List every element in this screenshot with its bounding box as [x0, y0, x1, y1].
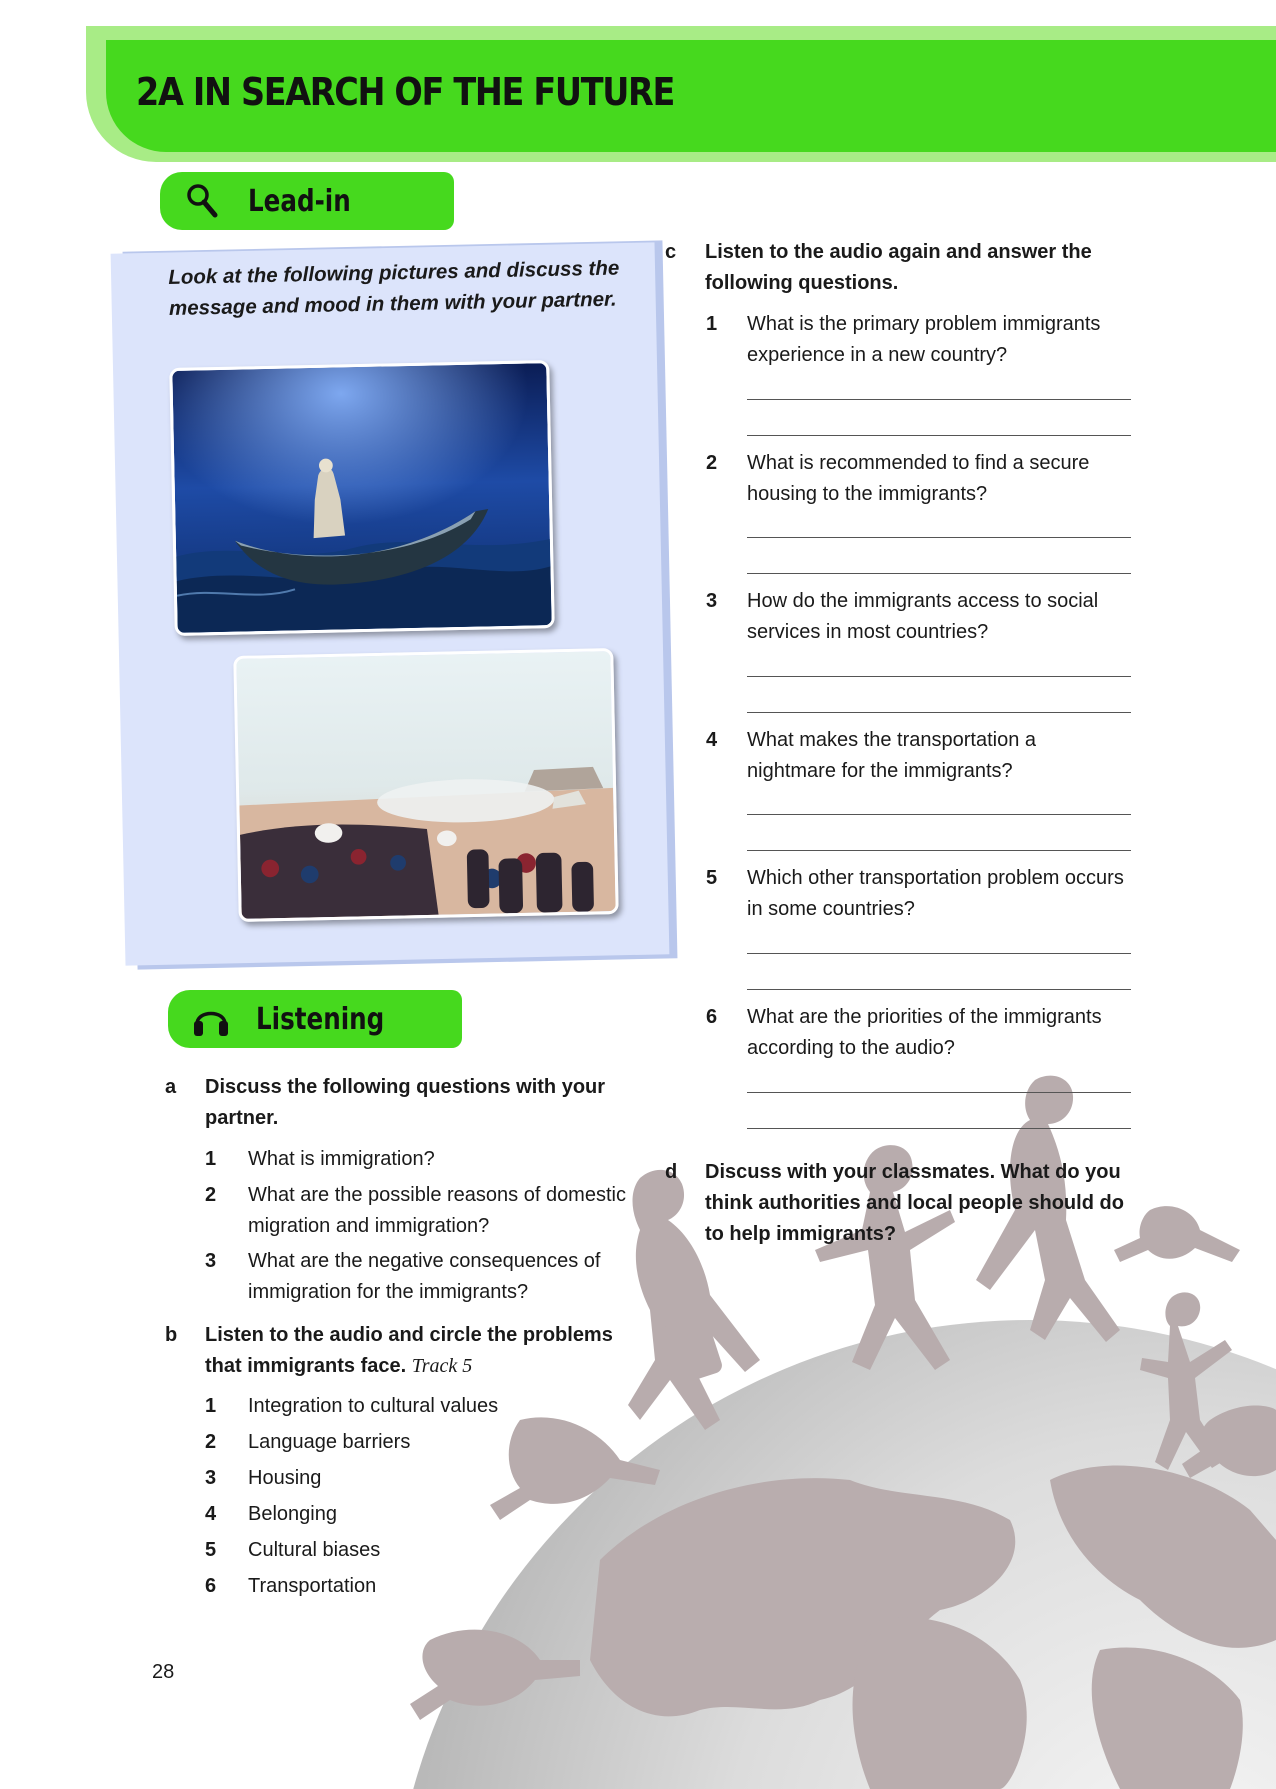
exercise-b-item-number: 3 — [205, 1467, 217, 1489]
listening-label: Listening — [256, 1002, 385, 1037]
exercise-b-item-text: Cultural biases — [248, 1539, 381, 1561]
exercise-b-prompt: Listen to the audio and circle the problems that immigrants face. Track 5 — [205, 1324, 613, 1377]
exercise-a-item-text: What is immigration? — [248, 1148, 435, 1170]
lead-in-heading — [160, 172, 454, 230]
answer-line[interactable] — [747, 989, 1131, 990]
lead-in-label: Lead-in — [248, 184, 351, 219]
exercise-b-item-text: Housing — [248, 1467, 322, 1489]
exercise-c-item-text: What are the priorities of the immigrants according to the audio? — [747, 1006, 1102, 1059]
exercise-c-item-text: Which other transportation problem occurs in some countries? — [747, 867, 1124, 920]
exercise-c-item-number: 1 — [706, 313, 718, 335]
exercise-b-item-number: 5 — [205, 1539, 217, 1561]
exercise-c-prompt: Listen to the audio again and answer the following questions. — [705, 241, 1092, 294]
answer-line[interactable] — [747, 1128, 1131, 1129]
exercise-c-item-text: What is the primary problem immigrants experience in a new country? — [747, 313, 1101, 366]
page-number: 28 — [152, 1661, 175, 1683]
exercise-d-letter: d — [665, 1161, 678, 1183]
crowd-illustration — [236, 651, 615, 919]
answer-line[interactable] — [747, 814, 1131, 815]
answer-line[interactable] — [747, 573, 1131, 574]
answer-line[interactable] — [747, 953, 1131, 954]
exercise-c-letter: c — [665, 241, 677, 263]
exercise-c-item-number: 4 — [706, 729, 718, 751]
magnifier-icon — [182, 180, 224, 222]
exercise-a-item-text: What are the negative consequences of immigration for the immigrants? — [248, 1250, 601, 1303]
photo-crowd-on-shore — [233, 648, 618, 922]
page-title: 2A IN SEARCH OF THE FUTURE — [136, 70, 675, 114]
answer-line[interactable] — [747, 712, 1131, 713]
exercise-c-item-text: What makes the transportation a nightmare for the immigrants? — [747, 729, 1037, 782]
exercise-d-prompt: Discuss with your classmates. What do you think authorities and local people should do to help immigrants? — [705, 1161, 1124, 1245]
exercise-c-item-text: What is recommended to find a secure housing to the immigrants? — [747, 452, 1090, 505]
exercise-a-item-number: 1 — [205, 1148, 217, 1170]
answer-line[interactable] — [747, 1092, 1131, 1093]
exercise-a-item-text: What are the possible reasons of domestic migration and immigration? — [248, 1184, 626, 1237]
exercise-b-item-number: 1 — [205, 1395, 217, 1417]
exercise-b-item-text: Belonging — [248, 1503, 337, 1525]
exercise-b-item-text: Transportation — [248, 1575, 377, 1597]
answer-line[interactable] — [747, 435, 1131, 436]
exercise-c-item-number: 5 — [706, 867, 718, 889]
globe — [390, 1320, 1276, 1789]
exercise-c-item-number: 2 — [706, 452, 718, 474]
exercise-b-item-number: 2 — [205, 1431, 217, 1453]
listening-heading — [168, 990, 462, 1048]
exercise-a-item-number: 2 — [205, 1184, 217, 1206]
exercise-c-item-number: 6 — [706, 1006, 718, 1028]
exercise-b-item-number: 6 — [205, 1575, 217, 1597]
exercise-b-letter: b — [165, 1324, 178, 1346]
boat-illustration — [172, 363, 551, 633]
answer-line[interactable] — [747, 537, 1131, 538]
exercise-b-item-text: Integration to cultural values — [248, 1395, 499, 1417]
answer-line[interactable] — [747, 399, 1131, 400]
answer-line[interactable] — [747, 850, 1131, 851]
lead-in-instruction: Look at the following pictures and discuss the message and mood in them with your partner. — [168, 256, 620, 320]
exercise-c-item-number: 3 — [706, 590, 718, 612]
exercise-a-prompt: Discuss the following questions with your partner. — [205, 1076, 606, 1129]
exercise-a-letter: a — [165, 1076, 177, 1098]
answer-line[interactable] — [747, 676, 1131, 677]
photo-boat-at-sea — [169, 360, 555, 636]
exercise-a-item-number: 3 — [205, 1250, 217, 1272]
exercise-c-item-text: How do the immigrants access to social services in most countries? — [747, 590, 1099, 643]
exercise-b-item-text: Language barriers — [248, 1431, 411, 1453]
exercise-b-item-number: 4 — [205, 1503, 217, 1525]
track-reference: Track 5 — [411, 1355, 473, 1377]
headphones-icon — [190, 998, 232, 1040]
